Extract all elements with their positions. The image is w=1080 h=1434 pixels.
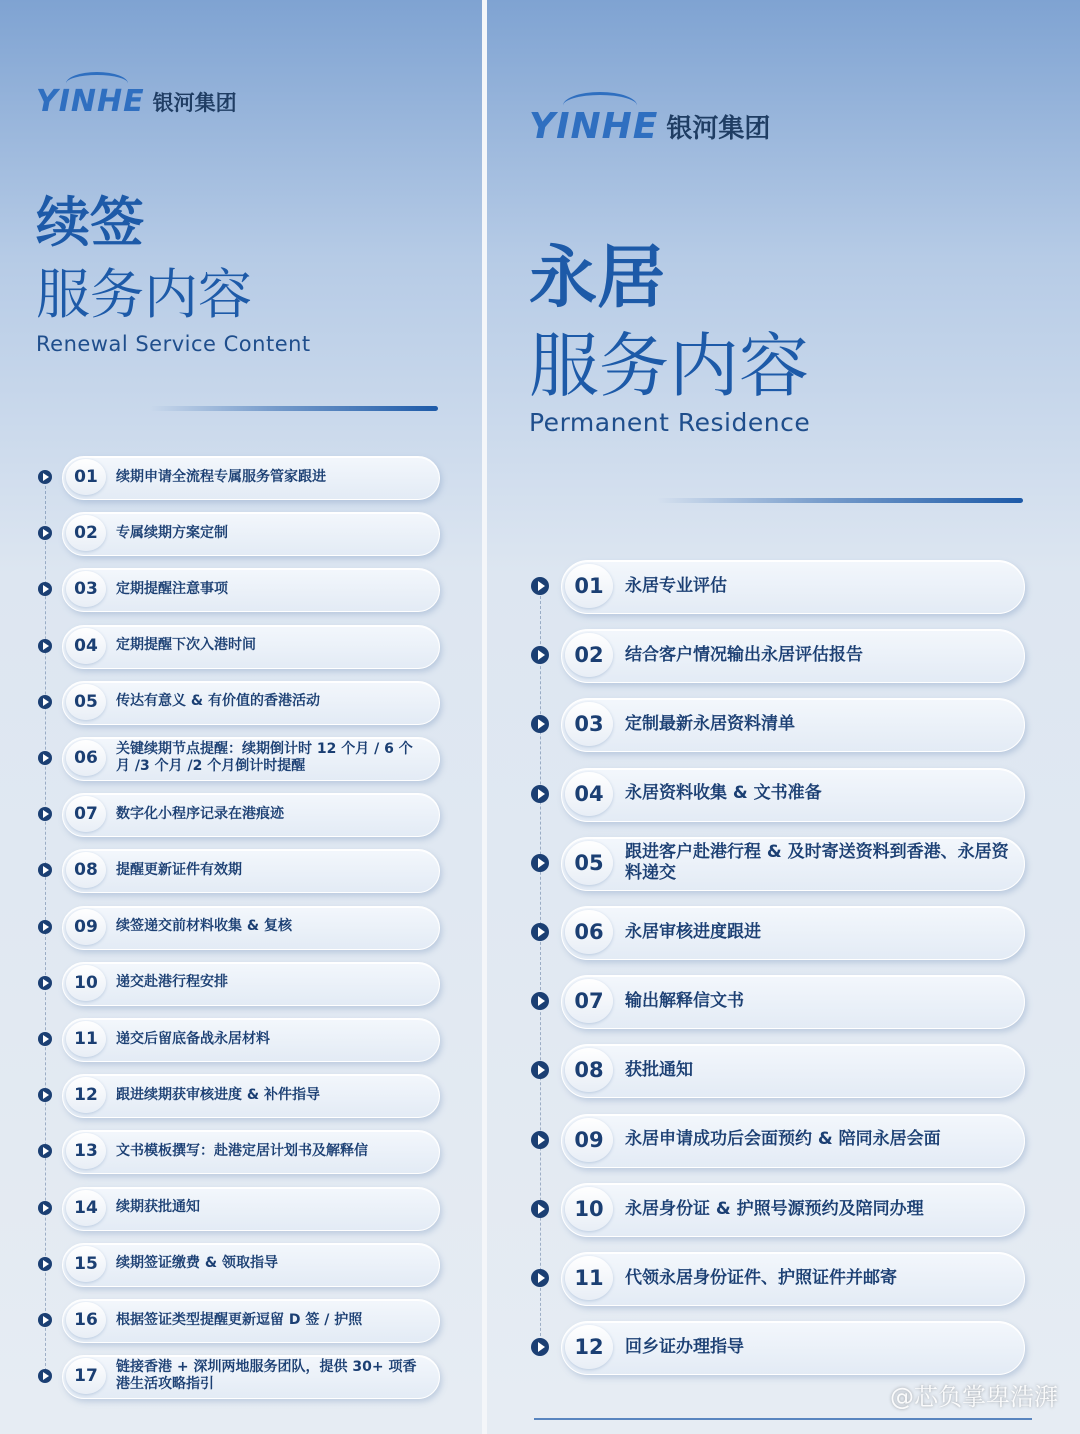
- item-number: 12: [565, 1325, 613, 1369]
- item-text: 永居身份证 & 护照号源预约及陪同办理: [625, 1198, 924, 1219]
- item-text: 续签递交前材料收集 & 复核: [116, 918, 292, 935]
- item-text: 定制最新永居资料清单: [625, 714, 795, 735]
- item-text: 关键续期节点提醒：续期倒计时 12 个月 / 6 个月 /3 个月 /2 个月倒计时提醒: [116, 741, 413, 774]
- item-text: 文书模板撰写：赴港定居计划书及解释信: [116, 1142, 368, 1159]
- play-bullet-icon: [531, 854, 549, 872]
- item-number: 10: [66, 965, 106, 1001]
- logo-chinese: 银河集团: [666, 114, 771, 144]
- item-text: 定期提醒下次入港时间: [116, 637, 256, 654]
- item-text: 跟进客户赴港行程 & 及时寄送资料到香港、永居资料递交: [625, 842, 1009, 883]
- pr-panel: [487, 0, 1080, 1434]
- logo-english: YINHE: [36, 84, 145, 119]
- renewal-panel: [0, 0, 482, 1434]
- item-text: 输出解释信文书: [625, 990, 744, 1011]
- item-number: 11: [66, 1021, 106, 1057]
- item-text: 续期申请全流程专属服务管家跟进: [116, 468, 326, 485]
- watermark: @芯负掌卑浩湃: [890, 1383, 1058, 1411]
- item-number: 09: [66, 909, 106, 945]
- item-number: 05: [565, 841, 613, 885]
- item-number: 02: [66, 515, 106, 551]
- item-text: 续期签证缴费 & 领取指导: [116, 1255, 278, 1272]
- item-number: 08: [565, 1048, 613, 1092]
- item-number: 04: [66, 628, 106, 664]
- play-bullet-icon: [38, 976, 52, 990]
- play-bullet-icon: [531, 923, 549, 941]
- play-bullet-icon: [38, 1313, 52, 1327]
- item-number: 02: [565, 633, 613, 677]
- play-bullet-icon: [531, 577, 549, 595]
- subtitle-english: Renewal Service Content: [36, 332, 311, 356]
- item-number: 06: [66, 740, 106, 776]
- play-bullet-icon: [38, 526, 52, 540]
- item-number: 08: [66, 852, 106, 888]
- play-bullet-icon: [38, 1201, 52, 1215]
- logo-chinese: 银河集团: [152, 90, 237, 115]
- item-number: 05: [66, 684, 106, 720]
- item-number: 17: [66, 1358, 106, 1394]
- item-text: 跟进续期获审核进度 & 补件指导: [116, 1086, 320, 1103]
- page-subtitle: 服务内容: [36, 263, 252, 326]
- page-title: 永居: [529, 239, 666, 318]
- play-bullet-icon: [38, 1144, 52, 1158]
- item-number: 10: [565, 1187, 613, 1231]
- item-number: 01: [66, 459, 106, 495]
- play-bullet-icon: [38, 807, 52, 821]
- page-title: 续签: [36, 191, 144, 254]
- item-text: 续期获批通知: [116, 1199, 200, 1216]
- play-bullet-icon: [531, 1061, 549, 1079]
- item-text: 回乡证办理指导: [625, 1336, 744, 1357]
- item-text: 根据签证类型提醒更新逗留 D 签 / 护照: [116, 1311, 363, 1328]
- page-subtitle: 服务内容: [529, 325, 809, 407]
- item-text: 永居专业评估: [625, 575, 727, 596]
- item-number: 09: [565, 1118, 613, 1162]
- item-number: 12: [66, 1077, 106, 1113]
- item-text: 永居申请成功后会面预约 & 陪同永居会面: [625, 1129, 941, 1150]
- item-text: 专属续期方案定制: [116, 524, 228, 541]
- play-bullet-icon: [38, 639, 52, 653]
- subtitle-english: Permanent Residence: [529, 408, 811, 437]
- item-number: 03: [66, 571, 106, 607]
- play-bullet-icon: [38, 1369, 52, 1383]
- item-text: 数字化小程序记录在港痕迹: [116, 805, 284, 822]
- item-text: 结合客户情况输出永居评估报告: [625, 644, 863, 665]
- item-number: 07: [565, 979, 613, 1023]
- item-number: 01: [565, 564, 613, 608]
- play-bullet-icon: [38, 1257, 52, 1271]
- item-text: 代领永居身份证件、护照证件并邮寄: [625, 1267, 897, 1288]
- play-bullet-icon: [38, 695, 52, 709]
- accent-line: [657, 498, 1023, 503]
- item-number: 03: [565, 702, 613, 746]
- item-text: 永居资料收集 & 文书准备: [625, 783, 822, 804]
- play-bullet-icon: [38, 920, 52, 934]
- item-number: 15: [66, 1246, 106, 1282]
- item-text: 定期提醒注意事项: [116, 580, 228, 597]
- item-text: 递交后留底备战永居材料: [116, 1030, 270, 1047]
- item-number: 06: [565, 910, 613, 954]
- item-number: 14: [66, 1190, 106, 1226]
- bottom-rule: [534, 1418, 1032, 1420]
- logo-english: YINHE: [529, 106, 659, 147]
- item-text: 传达有意义 & 有价值的香港活动: [116, 693, 320, 710]
- logo-arc-icon: [66, 72, 128, 95]
- play-bullet-icon: [38, 1032, 52, 1046]
- play-bullet-icon: [38, 582, 52, 596]
- play-bullet-icon: [531, 785, 549, 803]
- item-text: 提醒更新证件有效期: [116, 861, 242, 878]
- item-number: 11: [565, 1256, 613, 1300]
- item-text: 获批通知: [625, 1060, 693, 1081]
- play-bullet-icon: [531, 1131, 549, 1149]
- play-bullet-icon: [531, 646, 549, 664]
- item-number: 07: [66, 796, 106, 832]
- play-bullet-icon: [531, 1338, 549, 1356]
- logo-arc-icon: [563, 92, 637, 119]
- item-text: 递交赴港行程安排: [116, 974, 228, 991]
- item-number: 16: [66, 1302, 106, 1338]
- play-bullet-icon: [531, 992, 549, 1010]
- accent-line: [150, 406, 438, 411]
- item-text: 永居审核进度跟进: [625, 921, 761, 942]
- play-bullet-icon: [38, 1088, 52, 1102]
- play-bullet-icon: [531, 715, 549, 733]
- item-number: 04: [565, 772, 613, 816]
- item-text: 链接香港 + 深圳两地服务团队，提供 30+ 项香港生活攻略指引: [116, 1359, 417, 1393]
- timeline-line: [540, 596, 541, 1356]
- play-bullet-icon: [38, 863, 52, 877]
- item-number: 13: [66, 1133, 106, 1169]
- play-bullet-icon: [531, 1200, 549, 1218]
- play-bullet-icon: [531, 1269, 549, 1287]
- play-bullet-icon: [38, 751, 52, 765]
- play-bullet-icon: [38, 470, 52, 484]
